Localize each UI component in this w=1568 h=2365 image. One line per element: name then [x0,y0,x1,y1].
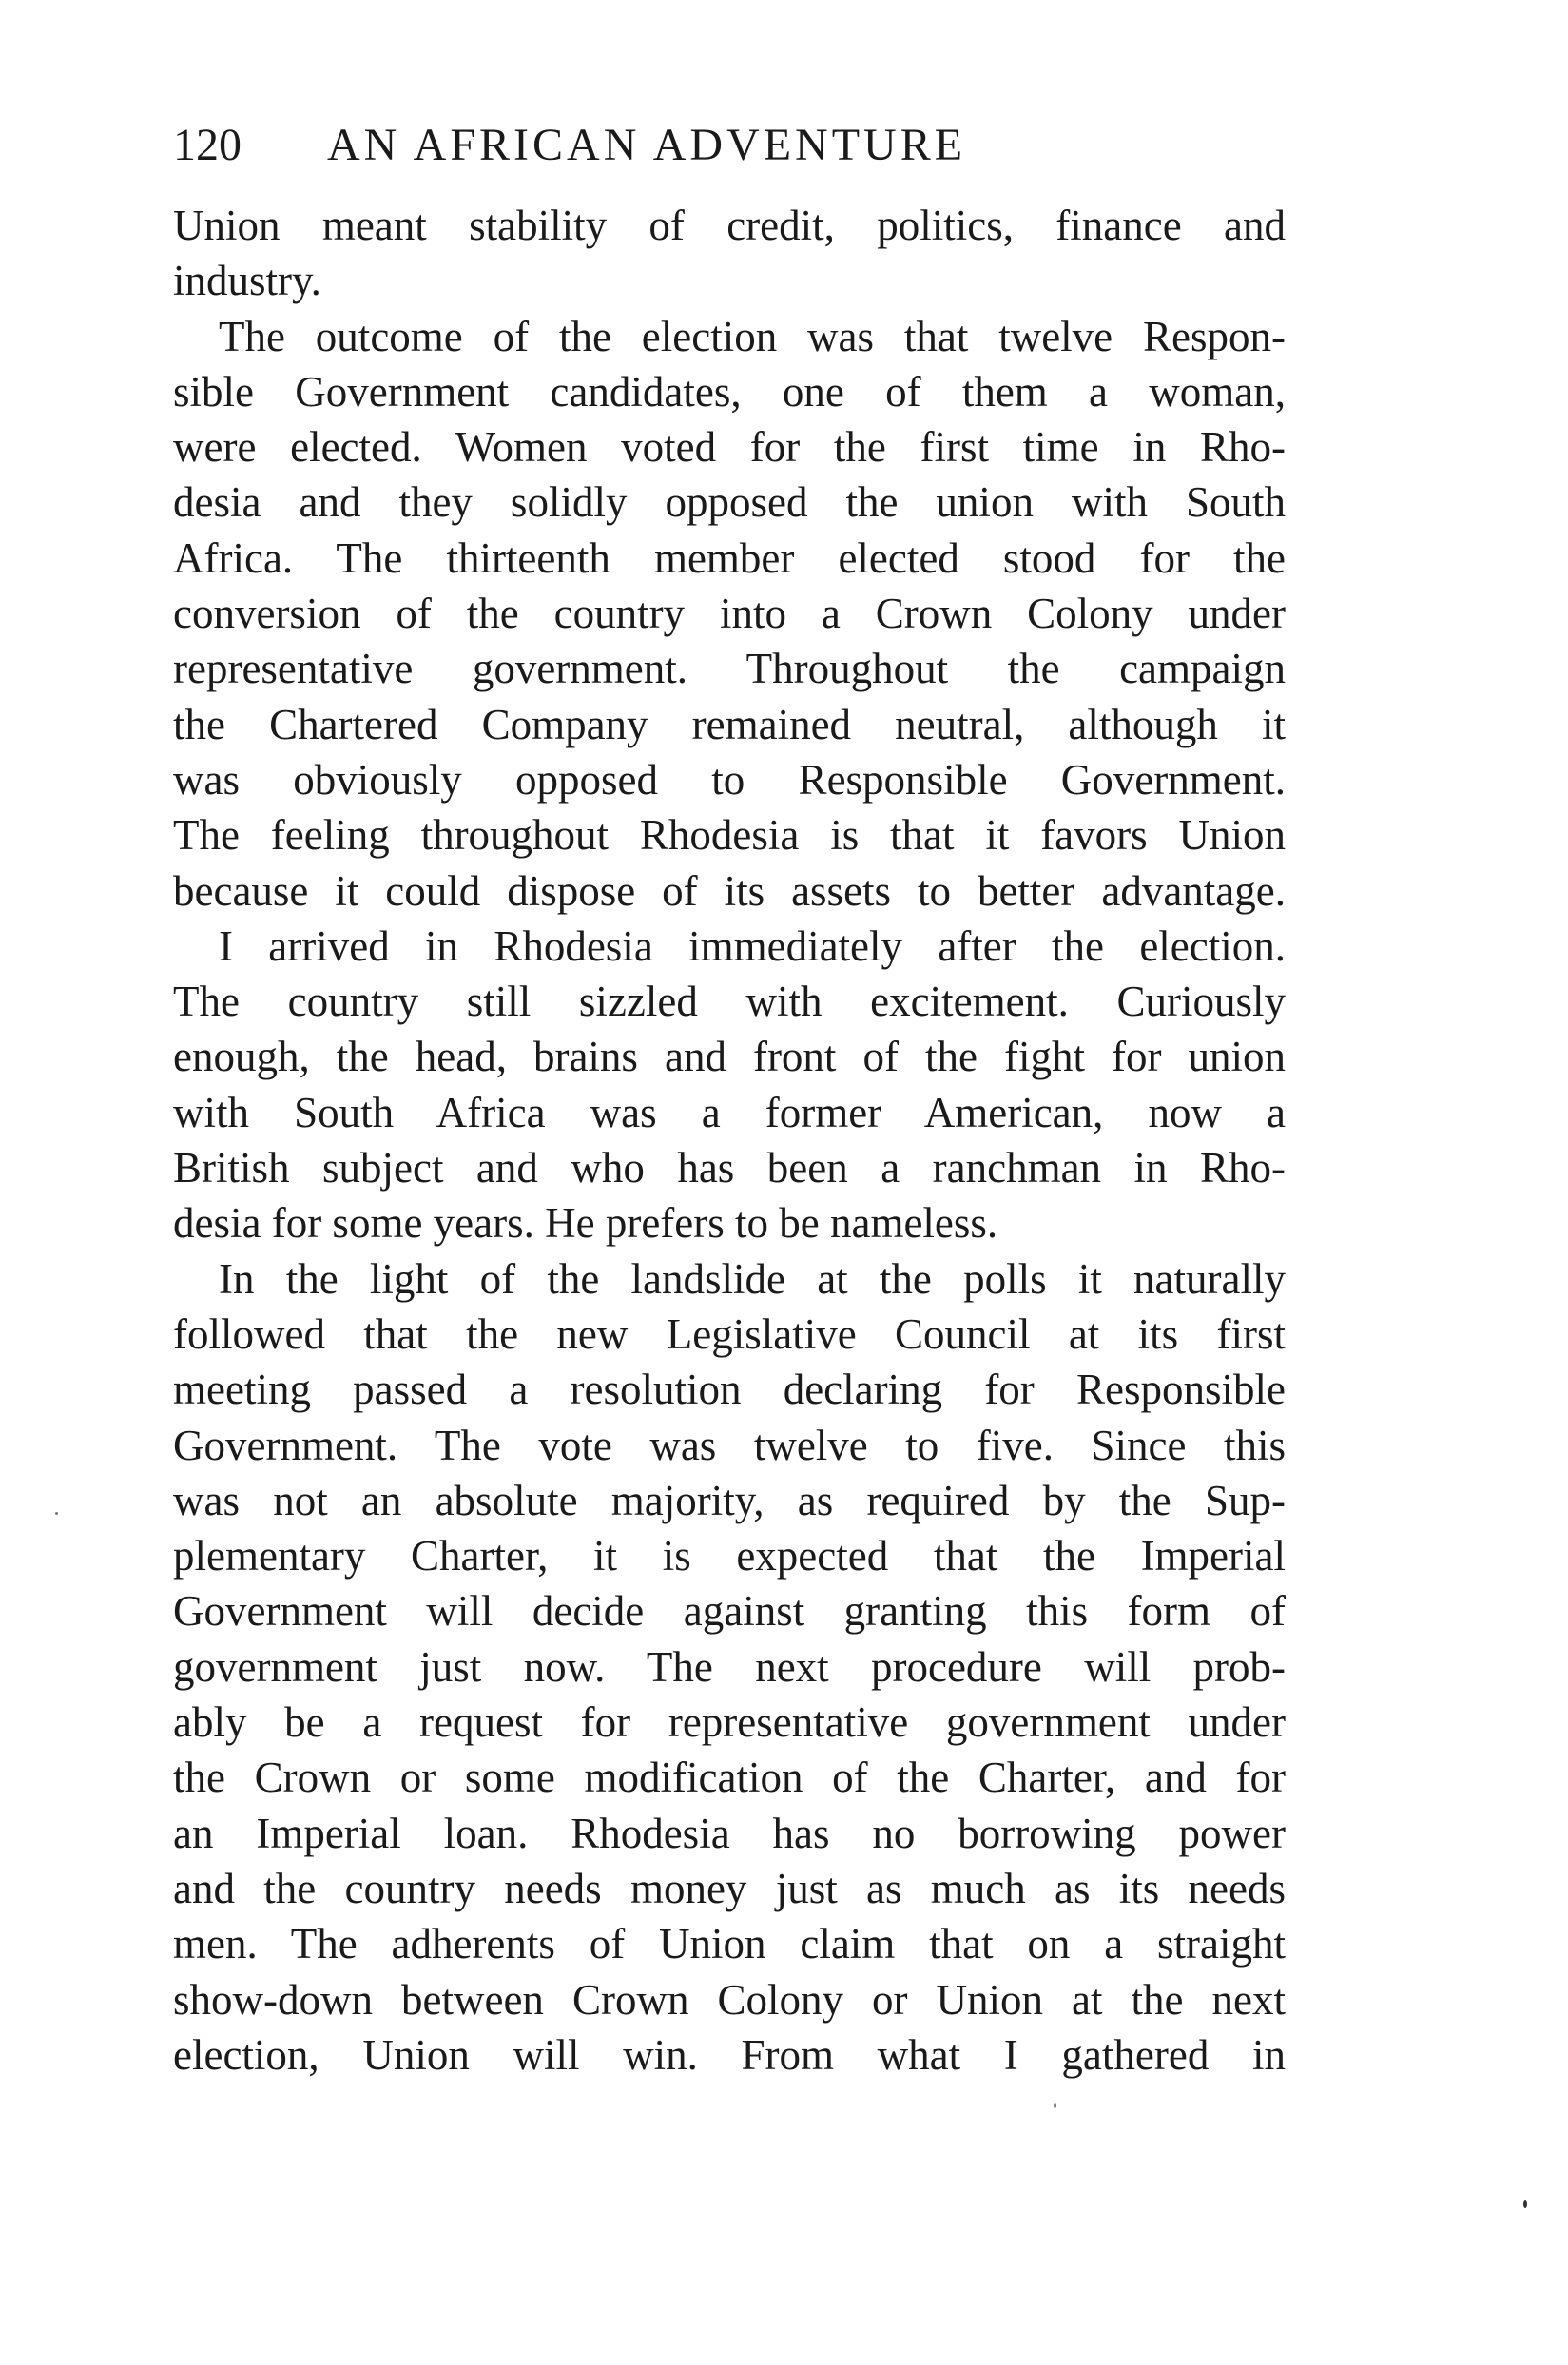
text-line: because it could dispose of its assets to better advantage. [173,866,1286,915]
text-line: The feeling throughout Rhodesia is that it favors Union [173,811,1286,860]
text-line: Union meant stability of credit, politics, finance and [173,202,1286,249]
text-line: Government will decide against granting this form of [173,1587,1286,1636]
paragraph-3 [173,919,1286,1251]
text-line: was not an absolute majority, as required by the Sup- [173,1476,1286,1524]
paragraph-4 [173,1251,1286,2083]
text-line: British subject and who has been a ranchman in Rho- [173,1144,1286,1192]
text-line: enough, the head, brains and front of the fight for union [173,1033,1286,1081]
text-line: The country still sizzled with excitement. Curiously [173,978,1286,1026]
text-line: plementary Charter, it is expected that the Imperial [173,1532,1286,1580]
text-line: The outcome of the election was that twelve Respon- [219,312,1286,360]
text-line: government just now. The next procedure will prob- [173,1642,1286,1691]
text-line: show-down between Crown Colony or Union at the next [173,1975,1286,2024]
text-line: representative government. Throughout the campaign [173,645,1286,693]
text-line: meeting passed a resolution declaring for Responsible [173,1366,1286,1414]
body-text [173,198,1286,2083]
text-line: Government. The vote was twelve to five. Since this [173,1421,1286,1469]
text-line: the Chartered Company remained neutral, although it [173,700,1286,748]
text-line: industry. [173,257,321,305]
text-line: the Crown or some modification of the Charter, and for [173,1754,1286,1802]
text-line: election, Union will win. From what I gathered in [173,2030,1286,2079]
text-line: and the country needs money just as much as its needs [173,1864,1286,1912]
paragraph-1 [173,198,1286,309]
text-line: was obviously opposed to Responsible Government. [173,755,1286,804]
paper-speck [1054,2103,1056,2108]
text-line: I arrived in Rhodesia immediately after the election. [219,921,1286,970]
book-title: AN AFRICAN ADVENTURE [327,120,967,170]
text-line: men. The adherents of Union claim that on a straight [173,1920,1286,1968]
text-line: In the light of the landslide at the polls it naturally [219,1254,1286,1303]
text-line: followed that the new Legislative Council at its first [173,1309,1286,1358]
running-head [173,112,1286,179]
paper-speck [1523,2200,1527,2208]
text-line: desia and they solidly opposed the union with South [173,478,1286,527]
text-line: Africa. The thirteenth member elected stood for the [173,533,1286,582]
text-line: desia for some years. He prefers to be nameless. [173,1199,998,1248]
text-line: were elected. Women voted for the first time in Rho- [173,423,1286,472]
text-line: ably be a request for representative government under [173,1698,1286,1747]
paper-speck [55,1512,58,1515]
paragraph-2 [173,309,1286,919]
text-line: an Imperial loan. Rhodesia has no borrowing power [173,1809,1286,1857]
text-line: sible Government candidates, one of them a woman, [173,367,1286,416]
text-line: with South Africa was a former American, now a [173,1088,1286,1136]
text-line: conversion of the country into a Crown Colony under [173,590,1286,638]
page-number: 120 [173,120,242,170]
